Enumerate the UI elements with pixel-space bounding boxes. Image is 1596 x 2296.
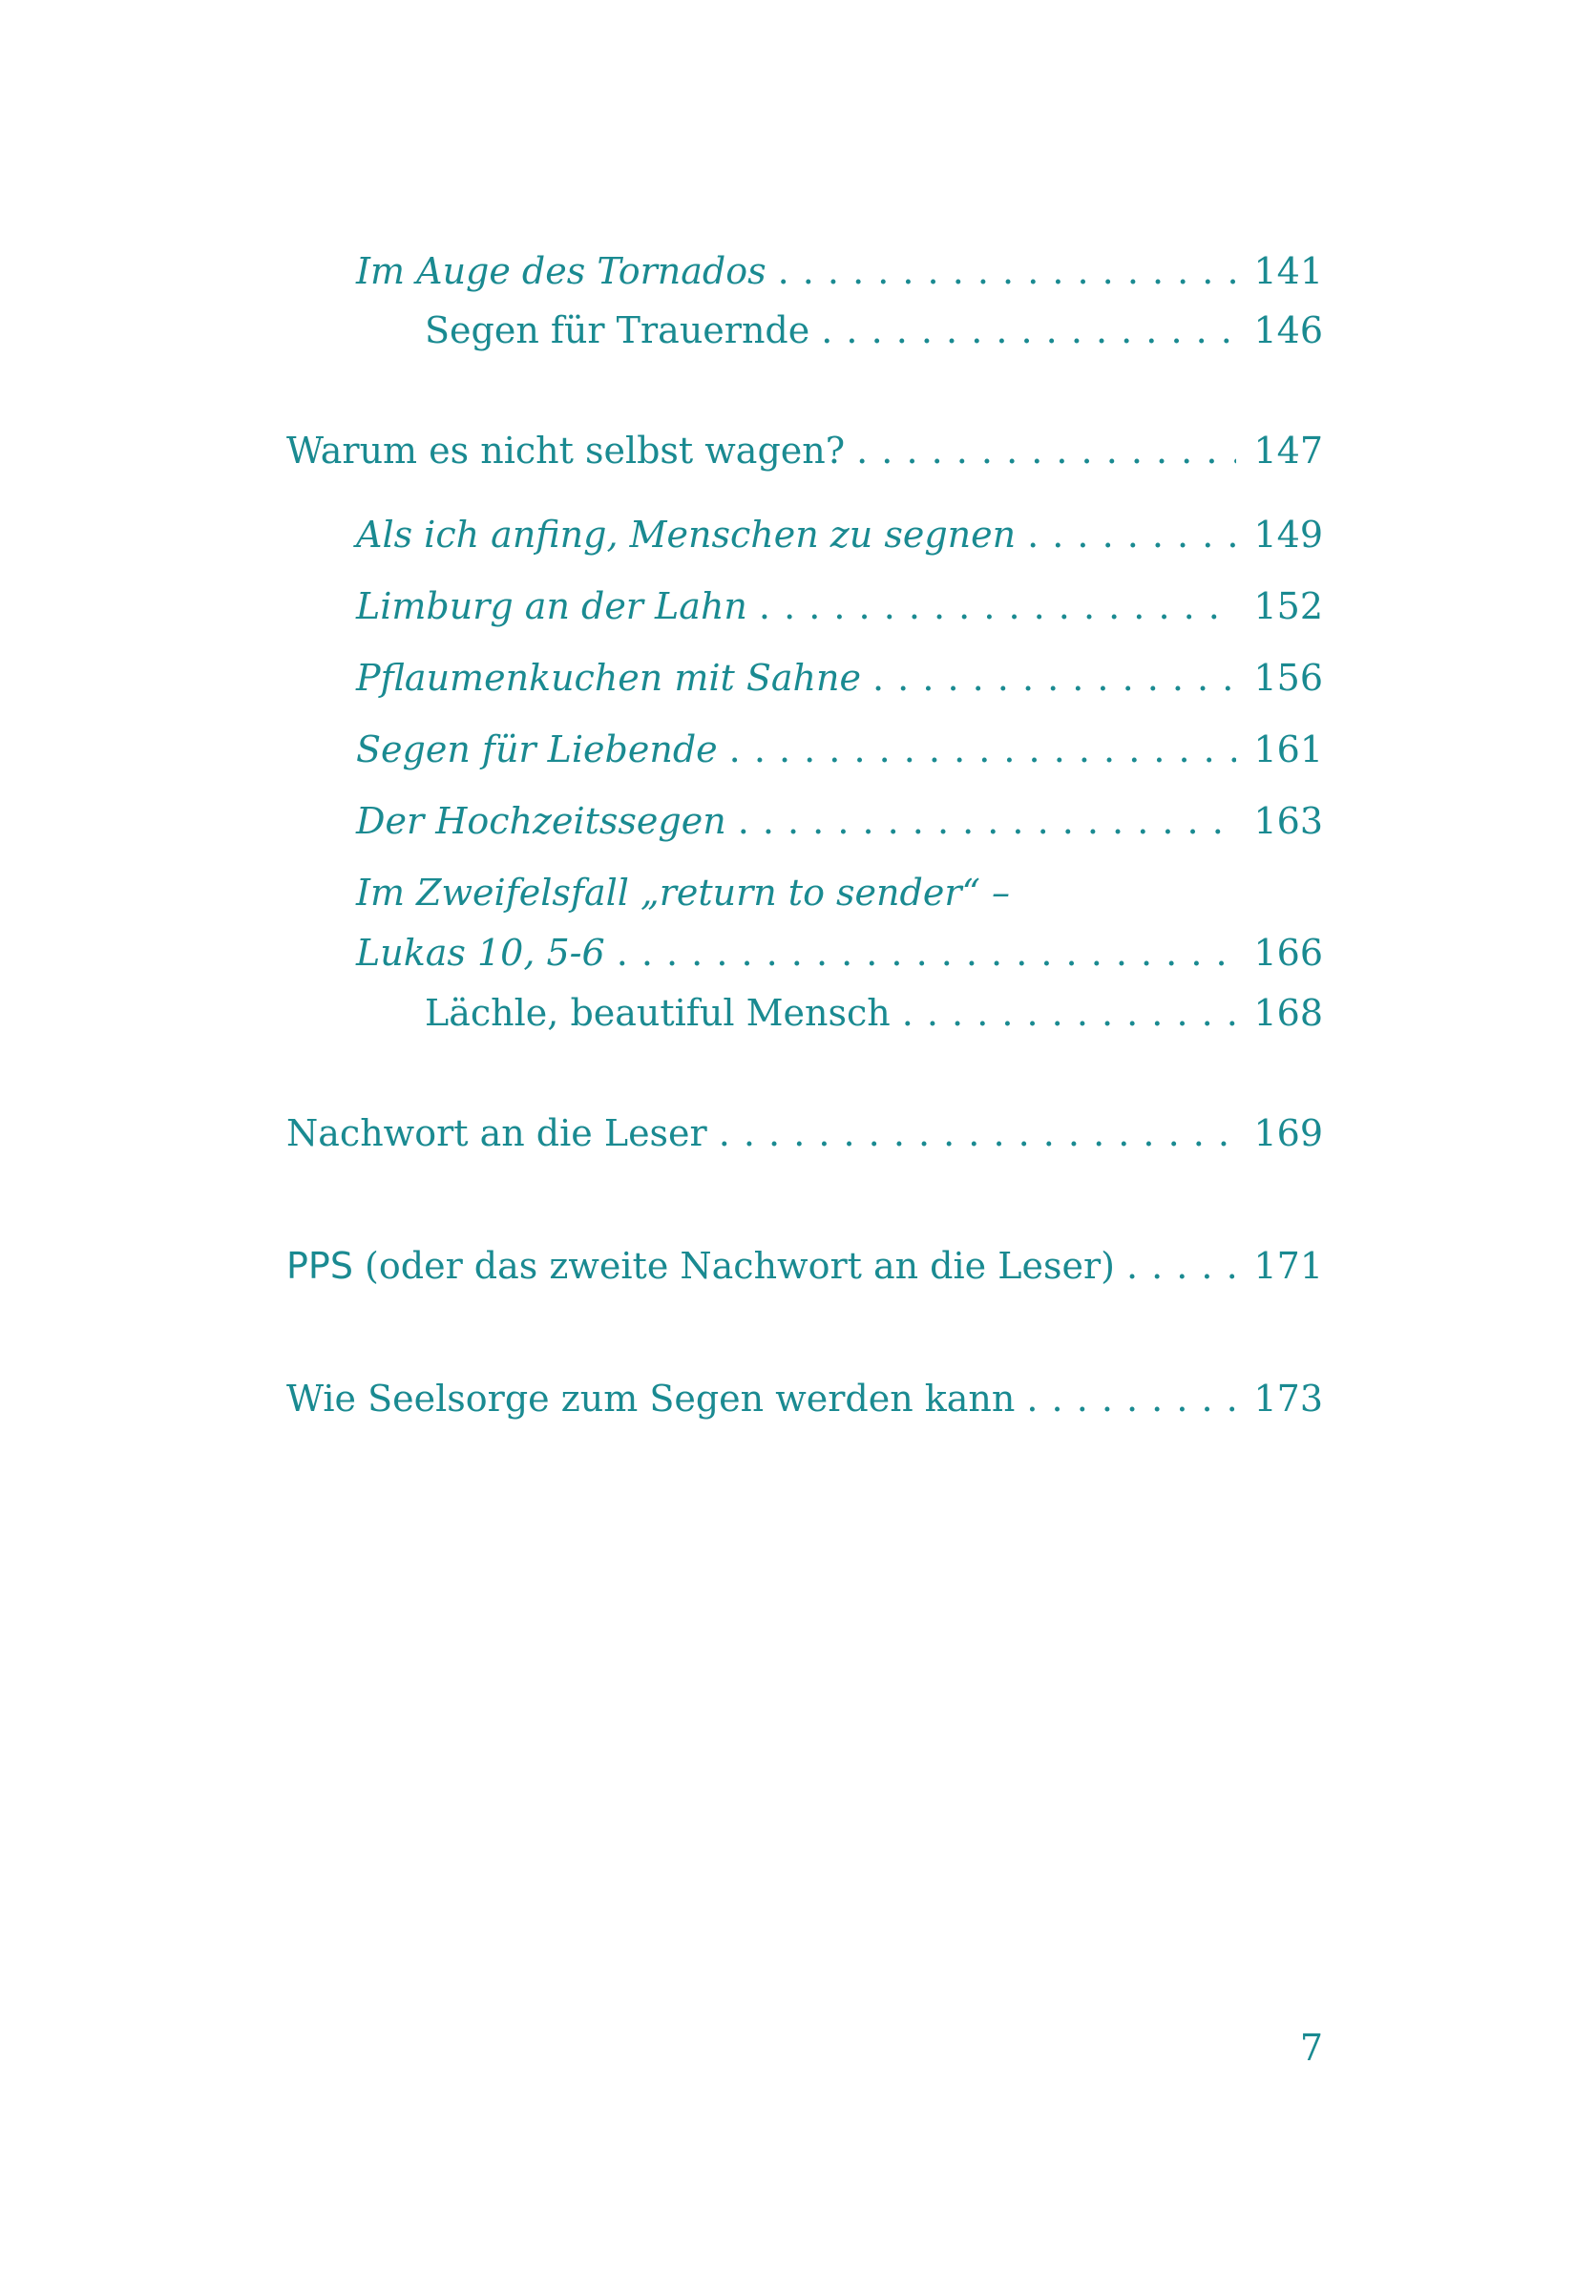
- toc-entry-title-wrap: [286, 1237, 1115, 1295]
- toc-entry: [286, 984, 1323, 1042]
- toc-entry-page: 147: [1253, 430, 1323, 472]
- dot-leader: [856, 422, 1236, 479]
- toc-entry-title: Segen für Liebende: [356, 728, 718, 770]
- toc-entry-page: 152: [1253, 585, 1323, 627]
- dot-leader: [872, 649, 1236, 706]
- toc-entry: [286, 242, 1323, 300]
- toc-entry: [286, 506, 1323, 563]
- toc-entry: [286, 649, 1323, 706]
- toc-entry: [286, 924, 1323, 981]
- toc-entry-page: 166: [1253, 932, 1323, 974]
- dot-leader: [1026, 1370, 1236, 1427]
- dot-leader: [719, 1105, 1237, 1162]
- toc-entry-page: 171: [1253, 1245, 1323, 1287]
- toc-entry-title: Limburg an der Lahn: [356, 585, 747, 627]
- dot-leader: [617, 924, 1237, 981]
- toc-entry: [286, 1105, 1323, 1162]
- toc-entry: [286, 1370, 1323, 1427]
- toc-entry-page: 149: [1253, 514, 1323, 556]
- toc-entry: [286, 792, 1323, 850]
- toc-entry-title: Lächle, beautiful Mensch: [425, 992, 891, 1034]
- toc-entry-page: 156: [1253, 657, 1323, 699]
- toc-entry: [286, 578, 1323, 635]
- dot-leader: [778, 242, 1237, 300]
- toc-entry-title: Als ich anfing, Menschen zu segnen: [356, 514, 1017, 556]
- toc-entry: [286, 302, 1323, 359]
- toc-entry-title: Nachwort an die Leser: [286, 1112, 707, 1154]
- toc-entry: [286, 721, 1323, 778]
- toc-entry-title: (oder das zweite Nachwort an die Leser): [365, 1245, 1115, 1287]
- dot-leader: [738, 792, 1237, 850]
- toc-entry-page: 163: [1253, 800, 1323, 842]
- toc-entry-page: 141: [1253, 250, 1323, 292]
- toc-entry-page: 168: [1253, 992, 1323, 1034]
- dot-leader: [729, 721, 1237, 778]
- dot-leader: [902, 984, 1237, 1042]
- toc-entry-page: 161: [1253, 728, 1323, 770]
- toc-entry-title-line1: Im Zweifelsfall „return to sender“ –: [356, 872, 1010, 914]
- dot-leader: [1126, 1237, 1237, 1295]
- toc-entry-title: Segen für Trauernde: [425, 309, 810, 351]
- toc-entry-title: Lukas 10, 5-6: [356, 932, 605, 974]
- toc-entry-title: Im Auge des Tornados: [356, 250, 766, 292]
- page-number: 7: [1299, 2027, 1323, 2069]
- toc-entry-title: Warum es nicht selbst wagen?: [286, 430, 846, 472]
- toc-entry: [286, 422, 1323, 479]
- dot-leader: [821, 302, 1236, 359]
- toc-entry-page: 173: [1253, 1378, 1323, 1420]
- dot-leader: [1027, 506, 1236, 563]
- toc-entry-title-prefix: PPS: [286, 1245, 353, 1287]
- toc-entry-page: 146: [1253, 309, 1323, 351]
- toc-entry: [286, 1237, 1323, 1295]
- toc-entry-title: Der Hochzeitssegen: [356, 800, 726, 842]
- toc-entry-title: Wie Seelsorge zum Segen werden kann: [286, 1378, 1016, 1420]
- toc-entry-title: Pflaumenkuchen mit Sahne: [356, 657, 861, 699]
- toc-entry-page: 169: [1253, 1112, 1323, 1154]
- dot-leader: [759, 578, 1237, 635]
